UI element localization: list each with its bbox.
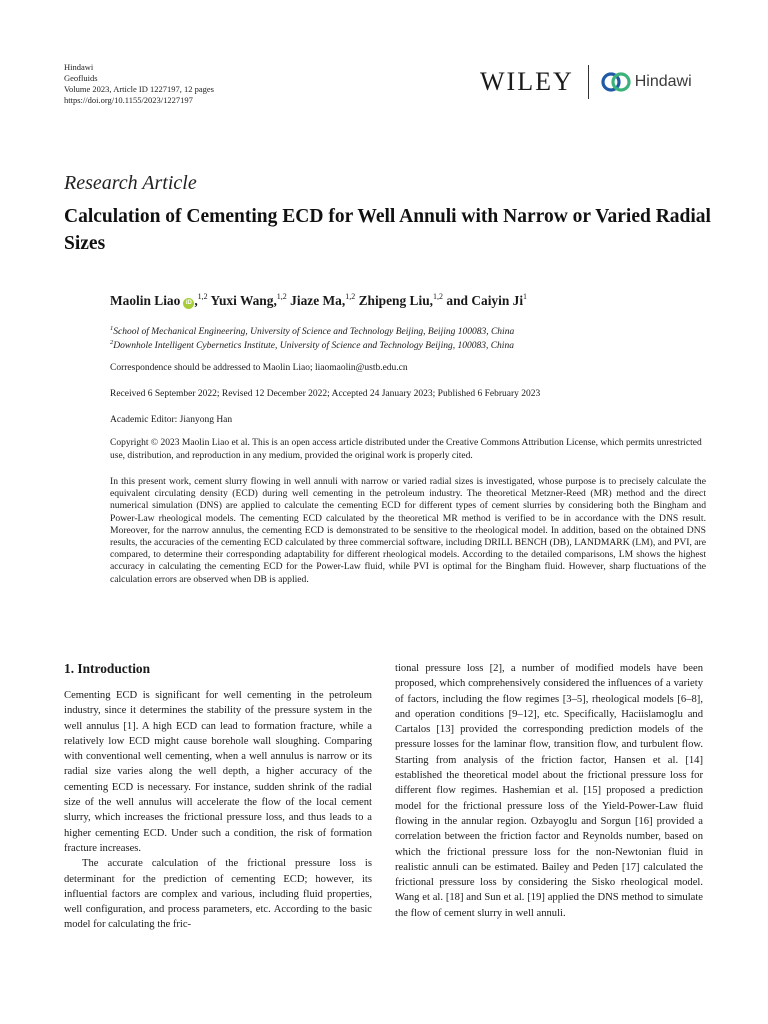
article-type: Research Article xyxy=(64,172,197,194)
body-column-left xyxy=(64,661,372,933)
body-column-right xyxy=(395,661,703,921)
author-name[interactable]: Yuxi Wang xyxy=(210,293,274,308)
doi-link[interactable]: https://doi.org/10.1155/2023/1227197 xyxy=(64,95,193,105)
journal-info xyxy=(64,62,214,106)
copyright-notice: Copyright © 2023 Maolin Liao et al. This is an open access article distributed under the Creative Commons Attribution License, which permits unrestricted use, distribution, and reproduction in any medium, provided the original work is properly cited. xyxy=(110,438,702,461)
logo-divider xyxy=(588,65,589,99)
correspondence: Correspondence should be addressed to Maolin Liao; liaomaolin@ustb.edu.cn xyxy=(110,363,408,373)
paper-title: Calculation of Cementing ECD for Well Annuli with Narrow or Varied Radial Sizes xyxy=(64,206,711,254)
author-affiliation-marker: 1,2 xyxy=(433,292,444,301)
section-heading: 1. Introduction xyxy=(64,661,151,676)
wiley-logo: WILEY xyxy=(480,67,574,96)
author-name[interactable]: Zhipeng Liu xyxy=(358,293,430,308)
volume-line: Volume 2023, Article ID 1227197, 12 pages xyxy=(64,84,214,94)
body-paragraph: Cementing ECD is significant for well cementing in the petroleum industry, since it determines the stability of the pressure system in the well annulus [1]. A high ECD can lead to formation fracture, while a relatively low ECD might cause borehole wall sloughing. Comparing with conventional well cementing, when a well annulus is narrow or its radial size varies along the well depth, a higher accuracy of the cementing ECD is necessary. For instance, sudden shrink of the radial size of the well annulus will accelerate the flow of the local cement slurry, which increases the frictional pressure loss, and thus leads to a higher cementing ECD. Under such a condition, the risk of formation fracture increases. xyxy=(64,690,372,854)
author-affiliation-marker: 1,2 xyxy=(276,292,287,301)
affiliation-number: 1 xyxy=(110,325,114,332)
abstract: In this present work, cement slurry flowing in well annuli with narrow or varied radial sizes is investigated, whose purpose is to precisely calculate the equivalent circulating density (ECD) during well cementing in the petroleum industry. The theoretical Metzner-Reed (MR) method and the direct numerical simulation (DNS) are applied to calculate the cementing ECD for different types of cement slurries by considering both the Bingham and Power-Law rheological models. The cementing ECD calculated by the theoretical MR method is verified to be in accordance with the DNS result. Moreover, for the narrow annulus, the cementing ECD is demonstrated to be sensitive to the rheological model. In addition, based on the obtained DNS results, the accuracies of the cementing ECD calculated by three commercial software, including DRILL BENCH (DB), LANDMARK (LM), and PVI, are compared, to determine their corresponding adaptability for different rheological models. According to the detailed comparisons, LM shows the highest accuracy in calculating the cementing ECD for the Power-Law fluid, while PVI is optimal for the Bingham fluid. However, sharp fluctuations of the calculation errors are observed when DB is applied. xyxy=(110,476,706,585)
hindawi-logo-icon xyxy=(601,71,631,93)
affiliation xyxy=(110,336,730,353)
publication-dates: Received 6 September 2022; Revised 12 December 2022; Accepted 24 January 2023; Published 6 February 2023 xyxy=(110,389,541,399)
publisher-logos xyxy=(480,64,712,100)
author-name[interactable]: Caiyin Ji xyxy=(471,293,524,308)
author-affiliation-marker: 1 xyxy=(523,292,528,301)
author-name[interactable]: Jiaze Ma xyxy=(290,293,342,308)
publisher-name: Hindawi xyxy=(64,62,94,72)
affiliation-text: Downhole Intelligent Cybernetics Institute, University of Science and Technology Beijing, 100083, China xyxy=(113,341,514,351)
affiliation-text: School of Mechanical Engineering, University of Science and Technology Beijing, Beijing 100083, China xyxy=(113,327,515,337)
hindawi-logo-text: Hindawi xyxy=(634,73,692,90)
body-paragraph: The accurate calculation of the frictional pressure loss is determinant for the prediction of cementing ECD; however, its influential factors are complex and various, including fluid properties, well configuration, and process parameters, etc. According to the basic model for calculating the fric- xyxy=(64,858,372,931)
author-affiliation-marker: 1,2 xyxy=(345,292,356,301)
body-paragraph: tional pressure loss [2], a number of modified models have been proposed, which comprehensively considered the influences of a variety of factors, including the flow regimes [3–5], rheological models [6–8], and operation conditions [9–12], etc. Specifically, Haciislamoglu and Cartalos [13] provided the corresponding prediction models of the pressure losses for the laminar flow, transition flow, and turbulent flow. Starting from analysis of the friction factor, Hansen et al. [14] established the theoretical model about the frictional pressure loss for different flow regimes. Hashemian et al. [15] proposed a prediction model for the frictional pressure loss of the Yield-Power-Law fluid flowing in the annular region. Ozbayoglu and Sorgun [16] provided a correlation between the friction factor and Reynolds number, based on which the frictional pressure loss for the non-Newtonian fluid in realistic annuli can be estimated. Bailey and Peden [17] calculated the frictional pressure loss by considering the Sisko rheological model. Wang et al. [18] and Sun et al. [19] applied the DNS method to simulate the flow of cement slurry in well annuli. xyxy=(395,663,703,919)
affiliation-number: 2 xyxy=(110,339,114,346)
author-name[interactable]: Maolin Liao xyxy=(110,293,181,308)
journal-name: Geofluids xyxy=(64,73,98,83)
author-affiliation-marker: 1,2 xyxy=(197,292,208,301)
author-list: Maolin Liao iD ,$^{1,2}$ Yuxi Wang,$^{1,2}$ Jiaze Ma,$^{1,2}$ Zhipeng Liu,$^{1,2}$ and Caiyin Ji$^1$ xyxy=(110,292,528,308)
orcid-icon[interactable]: iD xyxy=(183,298,194,309)
author-conjunction: and xyxy=(446,293,468,308)
academic-editor: Academic Editor: Jianyong Han xyxy=(110,415,233,425)
